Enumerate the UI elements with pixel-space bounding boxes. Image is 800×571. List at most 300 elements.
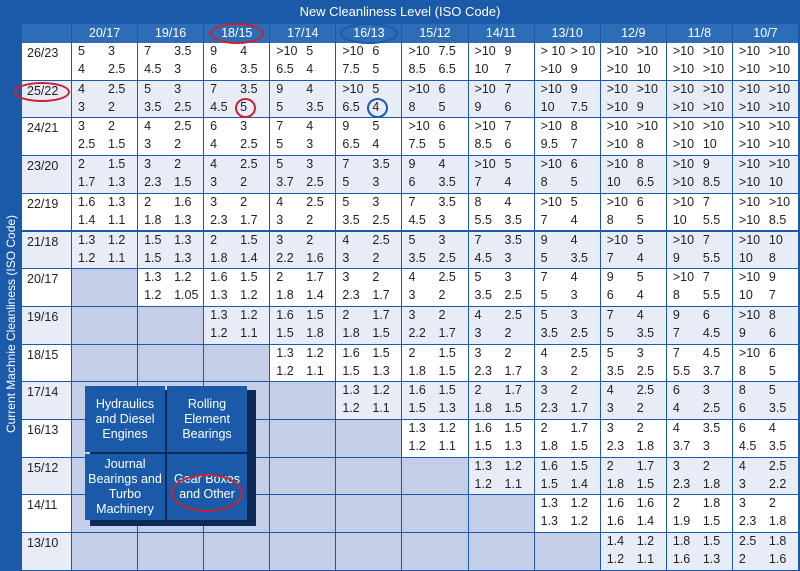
cell-value: 2.5 [504,307,522,322]
cell-value: 2 [174,157,182,172]
cell-value: 1.8 [702,496,721,511]
cell-value: 1.5 [504,421,522,435]
table-cell [733,307,799,345]
cell-value: 2 [240,175,248,190]
cell-value: >10 [408,44,430,58]
cell-value: 1.2 [240,288,258,303]
cell-value: 1.6 [408,383,426,398]
cell-value: 7.5 [438,44,456,58]
cell-value: 5 [342,194,350,209]
cell-value: 4 [438,157,446,172]
cell-value: >10 [738,345,761,360]
cell-value: >10 [672,175,695,190]
cell-value: 1.2 [108,232,126,247]
cell-value: 3.5 [504,232,522,247]
table-cell [601,269,667,307]
table-cell [402,269,468,307]
header-corner [22,24,72,43]
cell-value: 5 [276,157,284,172]
empty-cell [535,533,601,571]
cell-value: 2.5 [438,270,456,285]
table-cell [601,43,667,81]
row-header: 24/21 [22,118,72,156]
cell-value: 4 [276,194,284,209]
cell-value: >10 [768,119,791,134]
column-header: 13/10 [535,24,601,43]
cell-value: >10 [672,99,695,114]
table-cell [535,307,601,345]
cell-value: 2 [372,250,380,265]
cell-value: >10 [276,44,298,58]
table-cell [535,81,601,119]
table-cell [270,269,336,307]
cell-value: 1.3 [78,232,96,247]
cell-value: 1.6 [78,194,96,209]
cell-value: 2 [540,421,548,435]
table-cell [336,382,402,420]
cell-value: 1.3 [108,175,126,190]
cell-value: 3 [636,345,644,360]
cell-value: >10 [768,62,791,76]
cell-value: 1.4 [606,534,625,549]
cell-value: 2.5 [636,363,655,378]
cell-value: 1.8 [636,439,655,453]
cell-value: 1.3 [108,194,126,209]
table-cell [336,81,402,119]
table-cell [733,194,799,232]
cell-value: 5 [372,81,380,96]
table-cell [204,269,270,307]
cell-value: 5 [78,44,85,58]
cell-value: 2.5 [306,194,324,209]
cell-value: 2.5 [78,137,96,152]
cell-value: >10 [768,194,791,209]
cell-value: 4.5 [408,212,426,227]
cell-value: 1.5 [240,270,258,285]
table-cell [138,194,204,232]
cell-value: >10 [738,81,761,96]
cell-value: 3 [474,345,482,360]
cell-value: 9 [276,81,284,96]
cell-value: 1.05 [174,288,199,303]
table-cell [667,382,733,420]
cell-value: 2 [504,325,512,340]
empty-cell [270,382,336,420]
cell-value: 5 [474,270,482,285]
cell-value: 4 [306,119,314,134]
cell-value: >10 [702,99,725,114]
table-cell [667,43,733,81]
cell-value: 3.5 [408,250,426,265]
cell-value: 4 [504,175,512,190]
cell-value: 3 [504,270,512,285]
cell-value: 4 [342,232,350,247]
cell-value: 6 [606,288,614,303]
cell-value: 1.5 [372,325,390,340]
cell-value: 3 [504,250,512,265]
legend-top-right-text: Rolling Element Bearings [182,396,232,441]
empty-cell [270,495,336,533]
cell-value: 4.5 [210,99,228,114]
cell-value: >10 [702,119,725,134]
cell-value: 1.6 [606,514,625,529]
cell-value: >10 [768,81,791,96]
cell-value: 7 [540,270,548,285]
table-cell [535,420,601,458]
cell-value: 6 [738,421,746,435]
cell-value: 9.5 [540,137,559,152]
cell-value: 8 [570,119,578,134]
cell-value: 3 [210,194,218,209]
cell-value: 2 [210,232,218,247]
table-cell [138,118,204,156]
table-cell [72,232,138,270]
column-header: 19/16 [138,24,204,43]
cell-value: 6 [210,119,218,134]
cell-value: 2.5 [504,288,522,303]
table-cell [204,81,270,119]
cell-value: 3 [738,496,746,511]
cell-value: 7 [672,325,680,340]
cell-value: 1.5 [504,401,522,416]
cell-value: 6.5 [438,62,456,76]
table-cell [733,533,799,571]
cell-value: 7 [702,194,710,209]
cell-value: 1.3 [474,458,492,473]
cell-value: 1.4 [78,212,96,227]
cell-value: 1.4 [636,514,655,529]
table-cell [469,269,535,307]
cell-value: >10 [606,157,628,172]
cell-value: 2 [108,119,115,134]
cell-value: 5 [240,99,248,114]
cell-value: 5 [306,44,314,58]
cell-value: 1.8 [672,534,691,549]
cell-value: 1.2 [174,270,192,285]
cell-value: 8 [606,212,614,227]
cell-value: 1.8 [342,325,360,340]
cell-value: 9 [768,270,776,285]
table-cell [667,307,733,345]
table-cell [402,382,468,420]
empty-cell [402,495,468,533]
cell-value: 1.1 [240,325,258,340]
cell-value: 7.5 [570,99,589,114]
cell-value: 1.8 [144,212,162,227]
cell-value: >10 [672,270,695,285]
cell-value: 1.2 [570,514,589,529]
cell-value: 1.7 [504,363,522,378]
cell-value: 5 [606,325,614,340]
cell-value: 2.5 [108,62,126,76]
empty-cell [138,345,204,383]
cell-value: 6 [504,99,512,114]
cell-value: 7 [672,345,680,360]
cell-value: >10 [540,119,562,134]
table-cell [601,382,667,420]
cell-value: 4 [78,62,85,76]
table-cell [138,43,204,81]
cell-value: >10 [408,81,430,96]
cell-value: 1.8 [606,476,625,491]
cell-value: 3 [540,363,548,378]
table-cell [601,156,667,194]
cell-value: 5.5 [702,250,721,265]
cell-value: 3.5 [636,325,655,340]
cell-value: 1.3 [438,401,456,416]
cell-value: 2.3 [738,514,757,529]
empty-cell [204,533,270,571]
table-cell [733,458,799,496]
cell-value: 4 [504,194,512,209]
column-header: 20/17 [72,24,138,43]
cell-value: 2.3 [342,288,360,303]
table-cell [535,118,601,156]
table-cell [535,495,601,533]
cell-value: 9 [408,157,416,172]
empty-cell [138,307,204,345]
table-cell [204,156,270,194]
row-header: 14/11 [22,495,72,533]
side-label: Current Machnie Cleanliness (ISO Code) [4,214,18,434]
cell-value: 7 [606,307,614,322]
table-cell [535,345,601,383]
table-cell [667,269,733,307]
table-cell [336,269,402,307]
cell-value: >10 [606,81,628,96]
table-cell [270,156,336,194]
cell-value: 2 [372,270,380,285]
cell-value: 5 [342,175,350,190]
cell-value: 4.5 [702,325,721,340]
cell-value: 7 [540,212,548,227]
cell-value: 5 [504,157,512,172]
cell-value: >10 [768,137,791,152]
cell-value: > 10 [570,44,596,58]
table-cell [204,118,270,156]
cell-value: 1.2 [438,421,456,435]
cell-value: 1.2 [636,534,655,549]
column-header: 15/12 [402,24,468,43]
cell-value: 9 [636,99,644,114]
cell-value: 2.5 [768,458,787,473]
cell-value: 6 [702,307,710,322]
cell-value: 7 [702,232,710,247]
empty-cell [336,458,402,496]
table-cell [270,345,336,383]
table-cell [138,81,204,119]
cell-value: 10 [738,288,753,303]
cell-value: 5 [144,81,152,96]
cell-value: 10 [738,250,753,265]
cell-value: 7 [702,270,710,285]
cell-value: 2 [672,496,680,511]
table-cell [270,194,336,232]
cell-value: 5 [570,194,578,209]
cell-value: 2 [474,383,482,398]
cell-value: 3 [570,288,578,303]
table-cell [270,232,336,270]
cell-value: 1.5 [702,514,721,529]
cell-value: >10 [606,62,628,76]
cell-value: 3 [438,212,446,227]
empty-cell [336,495,402,533]
cell-value: 4 [372,99,380,114]
cell-value: 3.5 [240,62,258,76]
cell-value: 5 [276,99,284,114]
cell-value: 1.5 [108,137,126,152]
cell-value: 10 [636,62,651,76]
cell-value: 3.5 [570,250,589,265]
cell-value: 5 [276,137,284,152]
cell-value: >10 [636,44,658,58]
cell-value: 1.3 [276,345,294,360]
row-header: 19/16 [22,307,72,345]
side-label-band [0,24,22,571]
table-cell [469,43,535,81]
column-header: 12/9 [601,24,667,43]
cell-value: 1.3 [174,232,192,247]
column-header: 11/8 [667,24,733,43]
empty-cell [402,458,468,496]
cell-value: >10 [540,62,562,76]
cell-value: 3 [372,194,380,209]
cell-value: 2 [276,270,284,285]
cell-value: 1.8 [768,534,787,549]
cell-value: >10 [672,194,695,209]
cell-value: >10 [702,44,725,58]
column-header: 10/7 [733,24,799,43]
column-header: 16/13 [336,24,402,43]
cell-value: >10 [474,157,496,172]
table-cell [667,156,733,194]
cell-value: 8.5 [408,62,426,76]
cell-value: 3.5 [438,175,456,190]
cell-value: >10 [738,232,761,247]
cell-value: 5 [636,212,644,227]
cell-value: 7 [210,81,218,96]
cell-value: 3.5 [768,439,787,453]
cell-value: 1.8 [768,514,787,529]
cell-value: 1.3 [702,552,721,567]
cell-value: 7 [276,119,284,134]
table-cell [733,118,799,156]
cell-value: 1.1 [108,212,126,227]
table-cell [72,194,138,232]
cell-value: 6.5 [276,62,294,76]
cell-value: >10 [672,119,695,134]
table-cell [402,420,468,458]
cell-value: 3 [276,212,284,227]
cell-value: 6 [438,119,446,134]
table-cell [402,43,468,81]
table-cell [469,307,535,345]
cell-value: 1.3 [174,250,192,265]
cell-value: 2.5 [240,137,258,152]
cell-value: 8 [768,307,776,322]
cell-value: 6.5 [636,175,655,190]
cell-value: 4.5 [738,439,757,453]
table-cell [336,307,402,345]
cell-value: 2.3 [144,175,162,190]
table-cell [204,307,270,345]
cell-value: 6 [372,44,380,58]
cell-value: 3 [306,137,314,152]
cell-value: 10 [540,99,555,114]
cell-value: >10 [672,157,695,172]
cell-value: 1.5 [540,476,559,491]
row-header: 22/19 [22,194,72,232]
cell-value: 4 [306,62,314,76]
empty-cell [72,307,138,345]
cell-value: 2 [570,363,578,378]
cell-value: 1.2 [240,307,258,322]
cell-value: 1.8 [306,325,324,340]
cell-value: 1.5 [372,345,390,360]
cell-value: 1.2 [144,288,162,303]
cell-value: 1.3 [408,421,426,435]
cell-value: 3.5 [372,157,390,172]
cell-value: 3.5 [540,325,559,340]
table-cell [733,382,799,420]
cell-value: 3 [144,137,152,152]
cell-value: >10 [672,232,695,247]
cell-value: 1.6 [342,345,360,360]
table-cell [469,81,535,119]
cell-value: 1.3 [144,270,162,285]
cell-value: 3 [408,288,416,303]
cell-value: 5 [768,363,776,378]
table-cell [601,81,667,119]
table-cell [667,194,733,232]
cell-value: >10 [672,62,695,76]
cell-value: 2 [636,401,644,416]
cell-value: 3 [174,81,182,96]
cell-value: 6.5 [342,99,360,114]
table-cell [402,307,468,345]
cell-value: 1.7 [438,325,456,340]
cell-value: 8 [636,157,644,172]
row-header: 17/14 [22,382,72,420]
cell-value: >10 [738,99,761,114]
table-cell [469,194,535,232]
table-cell [667,81,733,119]
table-cell [667,533,733,571]
cell-value: 1.6 [540,458,559,473]
cell-value: 3 [702,439,710,453]
column-header: 18/15 [204,24,270,43]
cell-value: 5.5 [702,288,721,303]
table-cell [535,156,601,194]
cell-value: 9 [474,99,482,114]
row-header: 26/23 [22,43,72,81]
cell-value: 7 [570,137,578,152]
cell-value: 1.3 [372,363,390,378]
cell-value: 8.5 [768,212,787,227]
cell-value: 4.5 [702,345,721,360]
cell-value: 4 [636,250,644,265]
table-cell [72,118,138,156]
cell-value: >10 [768,44,791,58]
cell-value: >10 [768,99,791,114]
cell-value: 2.5 [372,232,390,247]
table-cell [402,345,468,383]
cell-value: 2 [636,421,644,435]
cell-value: >10 [738,307,761,322]
cell-value: 2 [144,194,152,209]
table-cell [733,81,799,119]
cell-value: 1.2 [306,345,324,360]
